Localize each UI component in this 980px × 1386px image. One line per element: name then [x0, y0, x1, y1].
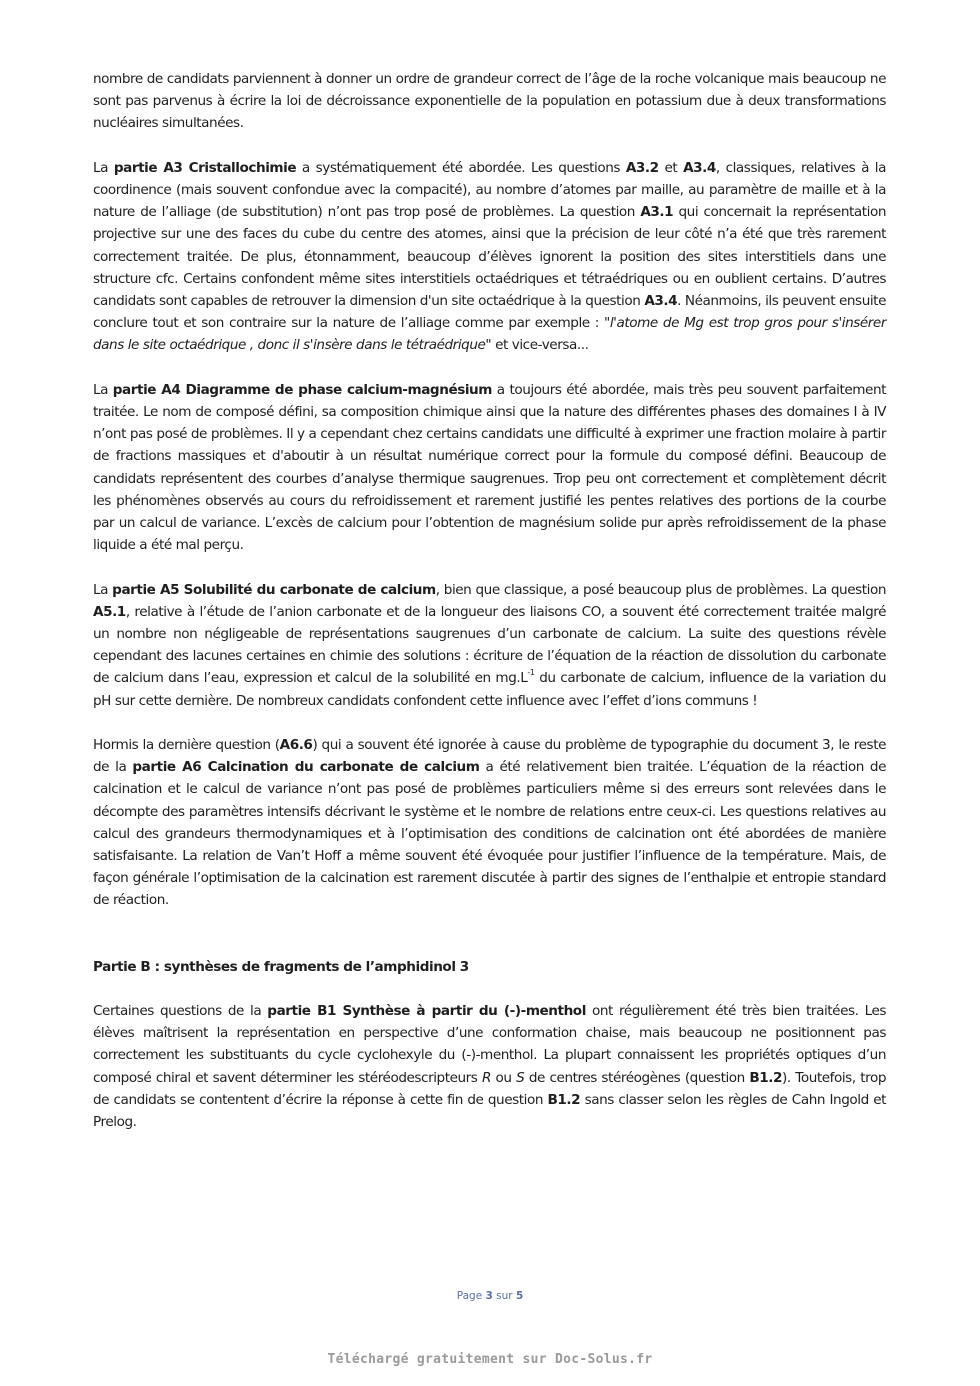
question-ref: A3.2	[625, 159, 659, 176]
question-ref: A3.4	[644, 293, 678, 310]
question-ref: A6.6	[279, 737, 313, 754]
question-ref: A3.4	[683, 159, 716, 176]
quoted-example: l'atome de Mg est trop gros pour s'insérer dans le site octaédrique , donc il s'insère dans le tétraédrique	[93, 315, 886, 354]
question-ref: A3.1	[640, 204, 674, 221]
section-ref-b1: partie B1 Synthèse à partir du (-)-menthol	[267, 1003, 586, 1020]
section-ref-a4: partie A4 Diagramme de phase calcium-magnésium	[112, 381, 493, 398]
download-watermark: Téléchargé gratuitement sur Doc-Solus.fr	[327, 1352, 653, 1367]
section-ref-a3: partie A3 Cristallochimie	[113, 159, 297, 176]
page-number-footer: Page 3 sur 5	[456, 1290, 524, 1302]
paragraph-a4: La partie A4 Diagramme de phase calcium-magnésium a toujours été abordée, mais très peu souvent parfaitement traitée. Le nom de composé défini, sa composition chimique ainsi que la nature des différentes phases des domaines I à IV n’ont pas posé de problèmes. Il y a cependant chez certains candidats une difficulté à exprimer une fraction molaire à partir de fractions massiques et d'aboutir à un résultat numérique correct pour la formule du composé défini. Beaucoup de candidats représentent des courbes d’analyse thermique saugrenues. Trop peu ont correctement et complètement décrit les phénomènes observés au cours du refroidissement et rarement justifié les pentes relatives des portions de la courbe par un calcul de variance. L’excès de calcium pour l’obtention de magnésium solide pur après refroidissement de la phase liquide a été mal perçu.	[93, 381, 886, 554]
section-ref-a6: partie A6 Calcination du carbonate de calcium	[132, 759, 480, 776]
superscript: -1	[527, 668, 535, 678]
paragraph-a5: La partie A5 Solubilité du carbonate de calcium, bien que classique, a posé beaucoup plus de problèmes. La question A5.1, relative à l’étude de l’anion carbonate et de la longueur des liaisons CO, a souvent été correctement traitée malgré un nombre non négligeable de représentations saugrenues d’un carbonate de calcium. La suite des questions révèle cependant des lacunes certaines en chimie des solutions : écriture de l’équation de la réaction de dissolution du carbonate de calcium dans l’eau, expression et calcul de la solubilité en $mg.L^{-1}$ du carbonate de calcium, influence de la variation du pH sur cette dernière. De nombreux candidats confondent cette influence avec l’effet d’ions communs !	[93, 581, 887, 709]
stereo-descriptor: S	[516, 1069, 525, 1086]
total-pages: 5	[515, 1290, 524, 1302]
question-ref: B1.2	[547, 1091, 581, 1108]
paragraph-intro: nombre de candidats parviennent à donner un ordre de grandeur correct de l’âge de la roche volcanique mais beaucoup ne sont pas parvenus à écrire la loi de décroissance exponentielle de la population en potassium due à deux transformations nucléaires simultanées.	[93, 71, 886, 132]
paragraph-a3: La partie A3 Cristallochimie a systématiquement été abordée. Les questions A3.2 et A3.4, classiques, relatives à la coordinence (mais souvent confondue avec la compacité), au nombre d’atomes par maille, au paramètre de maille et à la nature de l’alliage (de substitution) n’ont pas trop posé de problèmes. La question A3.1 qui concernait la représentation projective sur une des faces du cube du centre des atomes, ainsi que la précision de leur côté n’a été que très rarement correctement traitée. De plus, étonnamment, beaucoup d’élèves ignorent la position des sites interstitiels dans une structure cfc. Certains confondent même sites interstitiels octaédriques et tétraédriques ou en oublient certains. D’autres candidats sont capables de retrouver la dimension d'un site octaédrique à la question A3.4. Néanmoins, ils peuvent ensuite conclure tout et son contraire sur la nature de l’alliage comme par exemple : "l'atome de Mg est trop gros pour s'insérer dans le site octaédrique , donc il s'insère dans le tétraédrique" et vice-versa...	[93, 159, 886, 354]
paragraph-b1: Certaines questions de la partie B1 Synthèse à partir du (-)-menthol ont régulièrement été très bien traitées. Les élèves maîtrisent la représentation en perspective d’une conformation chaise, mais beaucoup ne positionnent pas correctement les substituants du cycle cyclohexyle du (-)-menthol. La plupart connaissent les propriétés optiques d’un composé chiral et savent déterminer les stéréodescripteurs R ou S de centres stéréogènes (question B1.2). Toutefois, trop de candidats se contentent d’écrire la réponse à cette fin de question B1.2 sans classer selon les règles de Cahn Ingold et Prelog.	[93, 1003, 887, 1131]
document-body	[93, 68, 886, 1155]
current-page: 3	[485, 1290, 493, 1302]
section-heading-b: Partie B : synthèses de fragments de l’amphidinol 3	[93, 958, 469, 975]
question-ref: B1.2	[749, 1069, 783, 1086]
section-ref-a5: partie A5 Solubilité du carbonate de calcium	[112, 581, 436, 598]
question-ref: A5.1	[93, 603, 126, 620]
stereo-descriptor: R	[482, 1069, 491, 1086]
paragraph-a6: Hormis la dernière question (A6.6) qui a souvent été ignorée à cause du problème de typographie du document 3, le reste de la partie A6 Calcination du carbonate de calcium a été relativement bien traitée. L’équation de la réaction de calcination et le calcul de variance n’ont pas posé de problèmes particuliers même si des erreurs sont relevées dans le décompte des paramètres intensifs décrivant le système et le nombre de relations entre ceux-ci. Les questions relatives au calcul des grandeurs thermodynamiques et à l’optimisation des conditions de calcination ont été abordées de manière satisfaisante. La relation de Van’t Hoff a même souvent été évoquée pour justifier l’influence de la température. Mais, de façon générale l’optimisation de la calcination est rarement discutée à partir des signes de l’enthalpie et entropie standard de réaction.	[93, 737, 886, 909]
